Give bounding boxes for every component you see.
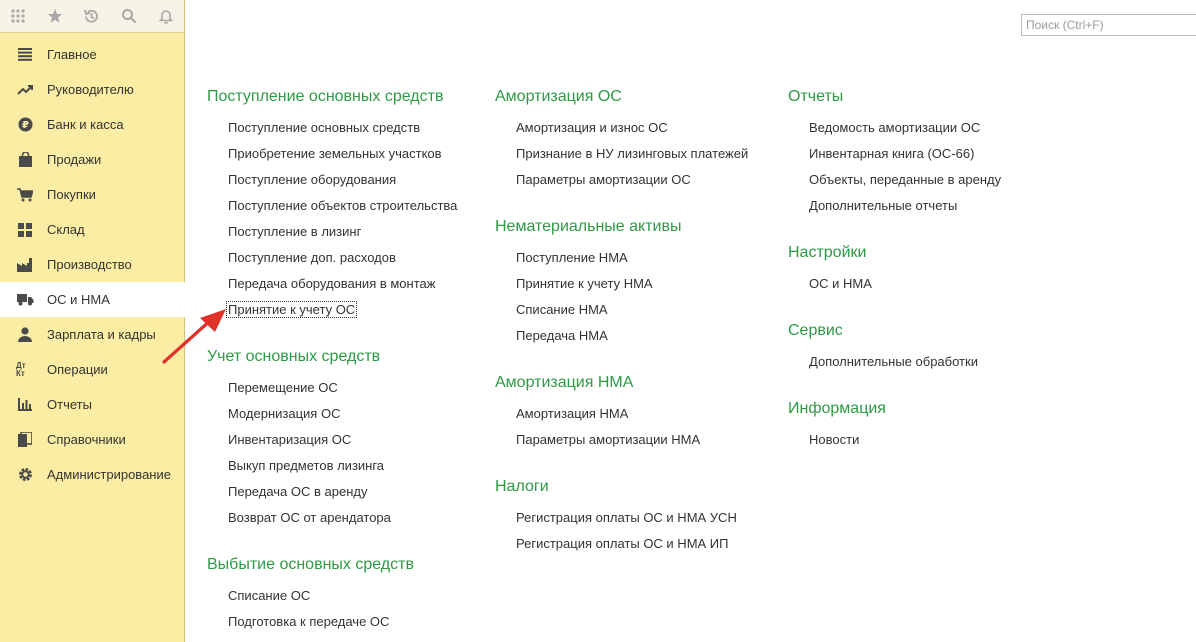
history-icon[interactable] [74, 0, 111, 32]
link-item[interactable]: Ведомость амортизации ОС [809, 120, 981, 135]
link-item[interactable]: Объекты, переданные в аренду [809, 172, 1002, 187]
sidebar-item-bank[interactable] [0, 107, 184, 142]
sidebar-item-manager[interactable] [0, 72, 184, 107]
search-input[interactable] [1021, 14, 1196, 36]
section-title: Амортизация ОС [495, 88, 622, 105]
link-item[interactable]: Модернизация ОС [228, 406, 341, 421]
sidebar-item-salary[interactable] [0, 317, 184, 352]
link-item[interactable]: Инвентарная книга (ОС-66) [809, 146, 975, 161]
section-title: Амортизация НМА [495, 374, 634, 391]
link-item[interactable]: Признание в НУ лизинговых платежей [516, 146, 749, 161]
sidebar-item-label: Отчеты [47, 397, 92, 412]
svg-text:₽: ₽ [21, 120, 29, 131]
sidebar-item-label: Администрирование [47, 467, 171, 482]
link-item[interactable]: Инвентаризация ОС [228, 432, 352, 447]
bell-icon[interactable] [147, 0, 184, 32]
link-item[interactable]: Параметры амортизации ОС [516, 172, 691, 187]
ruble-icon [16, 116, 34, 134]
sidebar-item-label: Склад [47, 222, 85, 237]
trend-icon [16, 81, 34, 99]
truck-icon [16, 291, 34, 309]
link-item[interactable]: Параметры амортизации НМА [516, 432, 701, 447]
section-title: Сервис [788, 322, 843, 339]
sidebar-item-label: ОС и НМА [47, 292, 110, 307]
factory-icon [16, 256, 34, 274]
section-title: Информация [788, 400, 886, 417]
sidebar [0, 0, 185, 642]
sidebar-item-admin[interactable] [0, 457, 184, 492]
section-title: Налоги [495, 478, 549, 495]
sidebar-item-references[interactable] [0, 422, 184, 457]
link-item[interactable]: Возврат ОС от арендатора [228, 510, 391, 525]
link-item[interactable]: Поступление основных средств [228, 120, 421, 135]
link-item[interactable]: Приобретение земельных участков [228, 146, 442, 161]
link-item[interactable]: Передача НМА [516, 328, 608, 343]
link-item[interactable]: Поступление доп. расходов [228, 250, 396, 265]
link-item[interactable]: Амортизация и износ ОС [516, 120, 668, 135]
link-item[interactable]: Списание ОС [228, 588, 311, 603]
link-item-focused[interactable]: Принятие к учету ОС [228, 302, 356, 317]
link-item[interactable]: Передача оборудования в монтаж [228, 276, 436, 291]
link-item[interactable]: Регистрация оплаты ОС и НМА УСН [516, 510, 737, 525]
cart-icon [16, 186, 34, 204]
bag-icon [16, 151, 34, 169]
link-item[interactable]: Амортизация НМА [516, 406, 629, 421]
section-title: Настройки [788, 244, 867, 261]
sidebar-item-label: Главное [47, 47, 97, 62]
top-toolbar [0, 0, 184, 33]
link-item[interactable]: Поступление НМА [516, 250, 628, 265]
sidebar-item-label: Покупки [47, 187, 96, 202]
section-title: Отчеты [788, 88, 844, 105]
link-item[interactable]: Передача ОС в аренду [228, 484, 368, 499]
link-item[interactable]: Перемещение ОС [228, 380, 338, 395]
apps-grid-icon[interactable] [0, 0, 37, 32]
sidebar-item-label: Производство [47, 257, 132, 272]
sidebar-item-reports[interactable] [0, 387, 184, 422]
gear-icon [16, 466, 34, 484]
link-item[interactable]: Новости [809, 432, 860, 447]
bar-chart-icon [16, 396, 34, 414]
dt-kt-glyph: Дт Кт [16, 360, 26, 378]
link-item[interactable]: Подготовка к передаче ОС [228, 614, 390, 629]
link-item[interactable]: Поступление объектов строительства [228, 198, 458, 213]
sidebar-nav [0, 33, 184, 492]
sidebar-item-label: Банк и касса [47, 117, 124, 132]
sidebar-item-main[interactable] [0, 37, 184, 72]
sidebar-item-label: Продажи [47, 152, 102, 167]
sidebar-item-purchases[interactable] [0, 177, 184, 212]
books-icon [16, 431, 34, 449]
sidebar-item-label: Операции [47, 362, 108, 377]
sidebar-item-label: Справочники [47, 432, 126, 447]
link-item[interactable]: Поступление в лизинг [228, 224, 362, 239]
sidebar-item-production[interactable] [0, 247, 184, 282]
link-item[interactable]: Регистрация оплаты ОС и НМА ИП [516, 536, 729, 551]
link-item[interactable]: Дополнительные отчеты [809, 198, 958, 213]
link-item[interactable]: Принятие к учету НМА [516, 276, 653, 291]
menu-lines-icon [16, 46, 34, 64]
sidebar-item-fixed-assets[interactable] [0, 282, 185, 317]
sidebar-item-sales[interactable] [0, 142, 184, 177]
annotation-arrow-icon [160, 305, 230, 367]
sidebar-item-label: Зарплата и кадры [47, 327, 156, 342]
section-title: Учет основных средств [207, 348, 381, 365]
link-item[interactable]: Дополнительные обработки [809, 354, 978, 369]
grid-icon [16, 221, 34, 239]
link-item[interactable]: Списание НМА [516, 302, 608, 317]
person-icon [16, 326, 34, 344]
sidebar-item-operations[interactable] [0, 352, 184, 387]
search-icon[interactable] [110, 0, 147, 32]
dt-kt-icon [16, 361, 34, 379]
link-item[interactable]: Поступление оборудования [228, 172, 397, 187]
section-title: Поступление основных средств [207, 88, 444, 105]
section-title: Выбытие основных средств [207, 556, 414, 573]
section-title: Нематериальные активы [495, 218, 682, 235]
link-item[interactable]: ОС и НМА [809, 276, 872, 291]
sidebar-item-warehouse[interactable] [0, 212, 184, 247]
sidebar-item-label: Руководителю [47, 82, 134, 97]
link-item[interactable]: Выкуп предметов лизинга [228, 458, 385, 473]
star-icon[interactable] [37, 0, 74, 32]
